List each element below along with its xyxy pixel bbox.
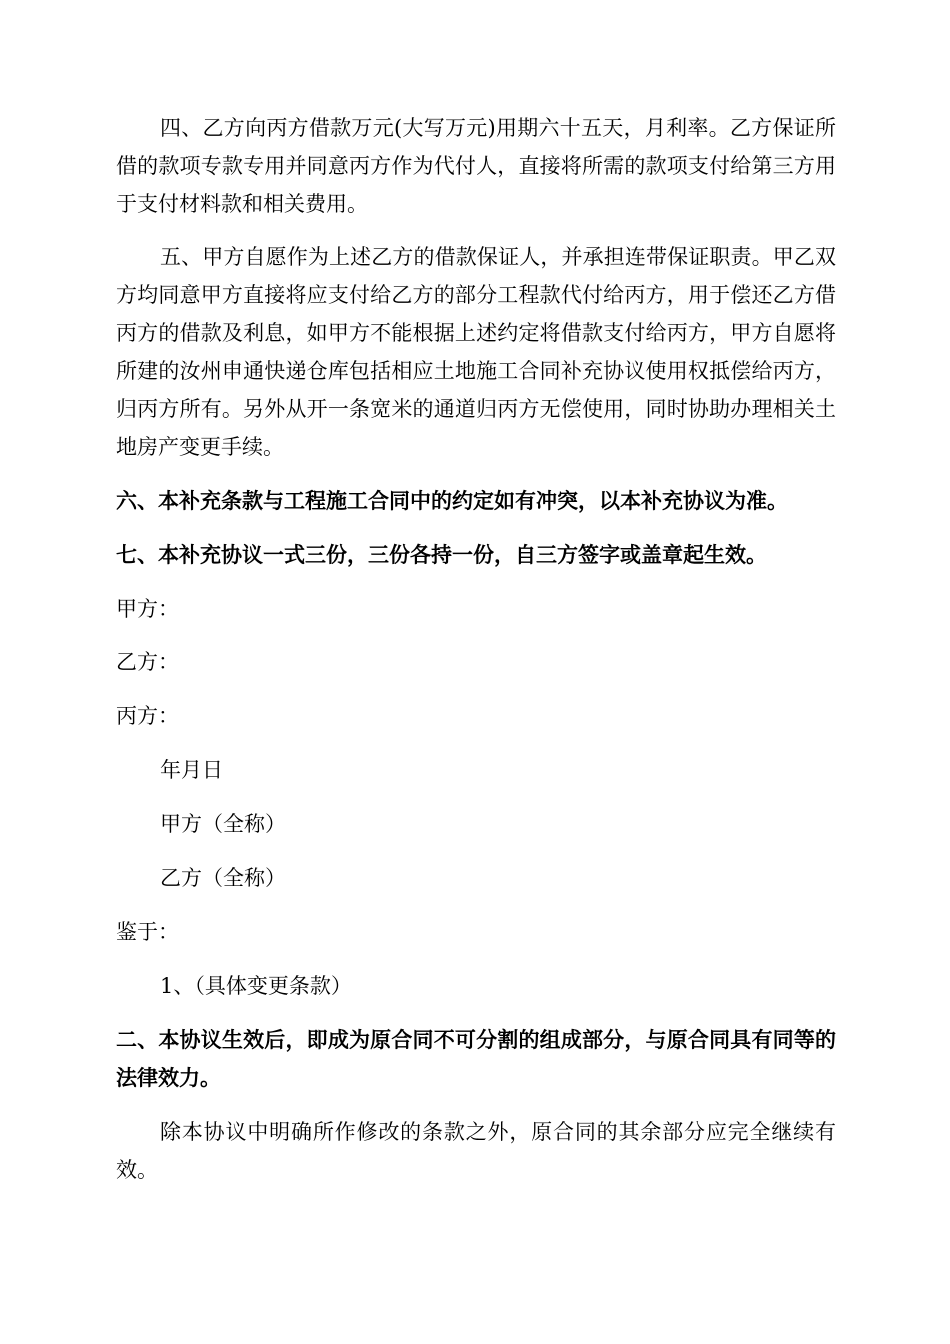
clause-4-paragraph: 四、乙方向丙方借款万元(大写万元)用期六十五天，月利率。乙方保证所借的款项专款专用并同意丙方作为代付人，直接将所需的款项支付给第三方用于支付材料款和相关费用。 xyxy=(116,116,836,216)
clause-5-paragraph: 五、甲方自愿作为上述乙方的借款保证人，并承担连带保证职责。甲乙双方均同意甲方直接将应支付给乙方的部分工程款代付给丙方，用于偿还乙方借丙方的借款及利息，如甲方不能根据上述约定将借款支付给丙方，甲方自愿将所建的汝州申通快递仓库包括相应土地施工合同补充协议使用权抵偿给丙方，归丙方所有。另外从开一条宽米的通道归丙方无偿使用，同时协助办理相关土地房产变更手续。 xyxy=(116,245,836,459)
signature-party-a: 甲方： xyxy=(116,597,179,621)
remainder-paragraph: 除本协议中明确所作修改的条款之外，原合同的其余部分应完全继续有效。 xyxy=(116,1120,836,1182)
signature-party-c: 丙方： xyxy=(116,704,179,728)
signature-party-b: 乙方： xyxy=(116,650,179,674)
whereas-heading: 鉴于： xyxy=(116,920,179,944)
clause-two-paragraph: 二、本协议生效后，即成为原合同不可分割的组成部分，与原合同具有同等的法律效力。 xyxy=(116,1028,836,1090)
clause-6-paragraph: 六、本补充条款与工程施工合同中的约定如有冲突，以本补充协议为准。 xyxy=(116,489,788,513)
change-item-1: 1、（具体变更条款） xyxy=(160,974,352,998)
party-b-full-name: 乙方（全称） xyxy=(160,866,286,890)
party-a-full-name: 甲方（全称） xyxy=(160,812,286,836)
date-line: 年月日 xyxy=(160,758,223,782)
clause-7-paragraph: 七、本补充协议一式三份，三份各持一份，自三方签字或盖章起生效。 xyxy=(116,543,767,567)
